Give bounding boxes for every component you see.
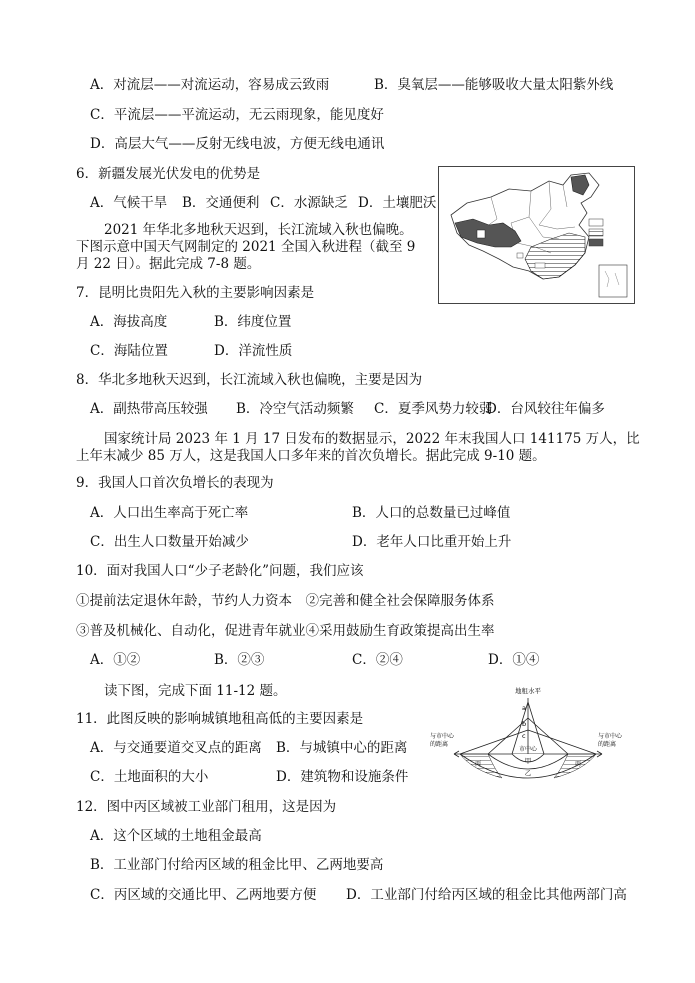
q10-option-c: C．②④: [352, 652, 403, 668]
label-right-distance-2: 的距离: [598, 741, 617, 748]
material-9-10-line2: 上年末减少 85 万人，这是我国人口多年来的首次负增长。据此完成 9-10 题。: [76, 448, 546, 464]
label-a: a: [522, 704, 526, 712]
material-7-8-line3: 月 22 日）。据此完成 7-8 题。: [76, 256, 261, 272]
q5-option-b: B．臭氧层——能够吸收大量太阳紫外线: [374, 77, 614, 93]
label-rent-level: 地租水平: [515, 687, 541, 695]
q10-option-b: B．②③: [214, 652, 265, 668]
material-11-12: 读下图，完成下面 11-12 题。: [104, 683, 287, 699]
q9-stem: 9．我国人口首次负增长的表现为: [76, 475, 274, 491]
q10-option-d: D．①④: [488, 652, 540, 668]
q5-option-d: D．高层大气——反射无线电波，方便无线电通讯: [90, 136, 385, 152]
q11-option-b: B．与城镇中心的距离: [276, 740, 408, 756]
q7-stem: 7．昆明比贵阳先入秋的主要影响因素是: [76, 285, 315, 301]
material-9-10-line1: 国家统计局 2023 年 1 月 17 日发布的数据显示，2022 年末我国人口 141175 万人，比: [104, 431, 640, 447]
q9-option-a: A．人口出生率高于死亡率: [90, 505, 249, 521]
q12-option-a: A．这个区域的土地租金最高: [90, 828, 262, 844]
q6-option-a: A．气候干旱: [90, 195, 168, 211]
q7-option-a: A．海拔高度: [90, 314, 168, 330]
q5-option-c: C．平流层——平流运动，无云雨现象，能见度好: [90, 107, 384, 123]
land-rent-diagram: [426, 684, 631, 794]
q8-option-b: B．冷空气活动频繁: [236, 401, 354, 417]
q9-option-c: C．出生人口数量开始减少: [90, 534, 249, 550]
q9-option-d: D．老年人口比重开始上升: [352, 534, 512, 550]
q11-option-d: D．建筑物和设施条件: [276, 769, 409, 785]
label-bing-left: 丙: [474, 761, 482, 768]
q11-option-c: C．土地面积的大小: [90, 769, 209, 785]
q12-option-c: C．丙区域的交通比甲、乙两地要方便: [90, 887, 317, 903]
label-c: c: [522, 732, 526, 740]
q7-option-c: C．海陆位置: [90, 343, 168, 359]
q11-option-a: A．与交通要道交叉点的距离: [90, 740, 262, 756]
q12-option-b: B．工业部门付给丙区域的租金比甲、乙两地要高: [90, 857, 384, 873]
q7-option-d: D．洋流性质: [214, 343, 293, 359]
q6-option-d: D．土壤肥沃: [358, 195, 437, 211]
label-bing-right: 丙: [574, 761, 582, 768]
q12-option-d: D．工业部门付给丙区域的租金比其他两部门高: [346, 887, 627, 903]
q8-option-a: A．副热带高压较强: [90, 401, 208, 417]
q7-option-b: B．纬度位置: [214, 314, 292, 330]
q6-option-c: C．水源缺乏: [270, 195, 348, 211]
label-b: b: [522, 720, 527, 728]
q10-statements-2: ③普及机械化、自动化，促进青年就业④采用鼓励生育政策提高出生率: [76, 623, 495, 639]
material-7-8-line2: 下图示意中国天气网制定的 2021 全国入秋进程（截至 9: [76, 239, 416, 255]
q9-option-b: B．人口的总数量已过峰值: [352, 505, 511, 521]
q8-option-d: D．台风较往年偏多: [486, 401, 605, 417]
q10-option-a: A．①②: [90, 652, 141, 668]
q10-stem: 10．面对我国人口“少子老龄化”问题，我们应该: [76, 563, 364, 579]
label-right-distance-1: 与市中心: [598, 733, 623, 740]
q8-option-c: C．夏季风势力较弱: [374, 401, 493, 417]
q11-stem: 11．此图反映的影响城镇地租高低的主要因素是: [76, 711, 364, 727]
q10-statements-1: ①提前法定退休年龄，节约人力资本 ②完善和健全社会保障服务体系: [76, 593, 495, 609]
q8-stem: 8．华北多地秋天迟到，长江流域入秋也偏晚，主要是因为: [76, 372, 423, 388]
q5-option-a: A．对流层——对流运动，容易成云致雨: [90, 77, 330, 93]
china-autumn-map: [438, 166, 635, 304]
label-city-center: 市中心: [518, 746, 538, 753]
label-yi: 乙: [524, 769, 532, 777]
q12-stem: 12．图中丙区域被工业部门租用，这是因为: [76, 799, 337, 815]
label-jia: 甲: [524, 757, 532, 765]
q6-option-b: B．交通便利: [182, 195, 260, 211]
material-7-8-line1: 2021 年华北多地秋天迟到，长江流域入秋也偏晚。: [104, 222, 413, 238]
q6-stem: 6．新疆发展光伏发电的优势是: [76, 166, 261, 182]
label-left-distance-1: 与市中心: [430, 733, 455, 740]
label-left-distance-2: 的距离: [430, 741, 449, 748]
